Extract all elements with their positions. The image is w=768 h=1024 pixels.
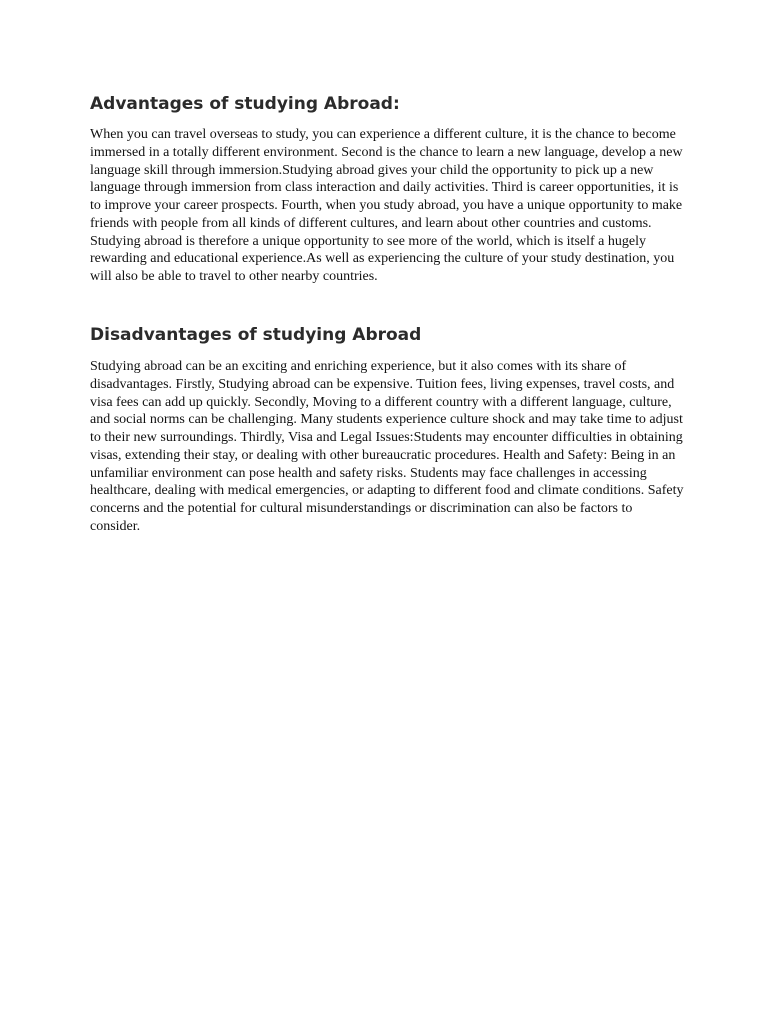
paragraph-line: rewarding and educational experience.As well as experiencing the culture of your study destination, you [90, 251, 675, 267]
paragraph-line: concerns and the potential for cultural misunderstandings or discrimination can also be factors to [90, 501, 633, 516]
paragraph-line: and social norms can be challenging. Many students experience culture shock and may take time to adjust [90, 412, 683, 428]
paragraph-line: unfamiliar environment can pose health and safety risks. Students may face challenges in accessing [90, 465, 647, 481]
paragraph-line: will also be able to travel to other nearby countries. [90, 269, 378, 284]
advantages-paragraph [90, 126, 683, 286]
paragraph-line: Studying abroad is therefore a unique opportunity to see more of the world, which is itself a hugely [90, 233, 646, 249]
paragraph-line: language skill through immersion.Studying abroad gives your child the opportunity to pick up a new [90, 162, 654, 178]
paragraph-line: language through immersion from class interaction and daily activities. Third is career opportunities, it is [90, 180, 679, 196]
paragraph-line: immersed in a totally different environment. Second is the chance to learn a new language, develop a new [90, 144, 683, 160]
disadvantages-heading: Disadvantages of studying Abroad [90, 325, 422, 345]
disadvantages-paragraph [90, 358, 684, 536]
advantages-heading: Advantages of studying Abroad: [90, 94, 400, 114]
paragraph-line: healthcare, dealing with medical emergencies, or adapting to different food and climate conditions. Safety [90, 483, 684, 499]
paragraph-line: consider. [90, 518, 141, 534]
paragraph-line: visa fees can add up quickly. Secondly, Moving to a different country with a different language, culture, [90, 394, 672, 410]
paragraph-line: disadvantages. Firstly, Studying abroad can be expensive. Tuition fees, living expenses, travel costs, and [90, 376, 675, 392]
paragraph-line: Studying abroad can be an exciting and enriching experience, but it also comes with its share of [90, 359, 627, 374]
paragraph-line: friends with people from all kinds of different cultures, and learn about other countries and customs. [90, 215, 652, 231]
paragraph-line: to improve your career prospects. Fourth, when you study abroad, you have a unique opportunity to make [90, 198, 683, 213]
paragraph-line: When you can travel overseas to study, you can experience a different culture, it is the chance to become [90, 127, 676, 142]
paragraph-line: visas, extending their stay, or dealing with other bureaucratic procedures. Health and Safety: Being in an [90, 447, 676, 463]
paragraph-line: to their new surroundings. Thirdly, Visa and Legal Issues:Students may encounter difficulties in obtaining [90, 430, 683, 445]
